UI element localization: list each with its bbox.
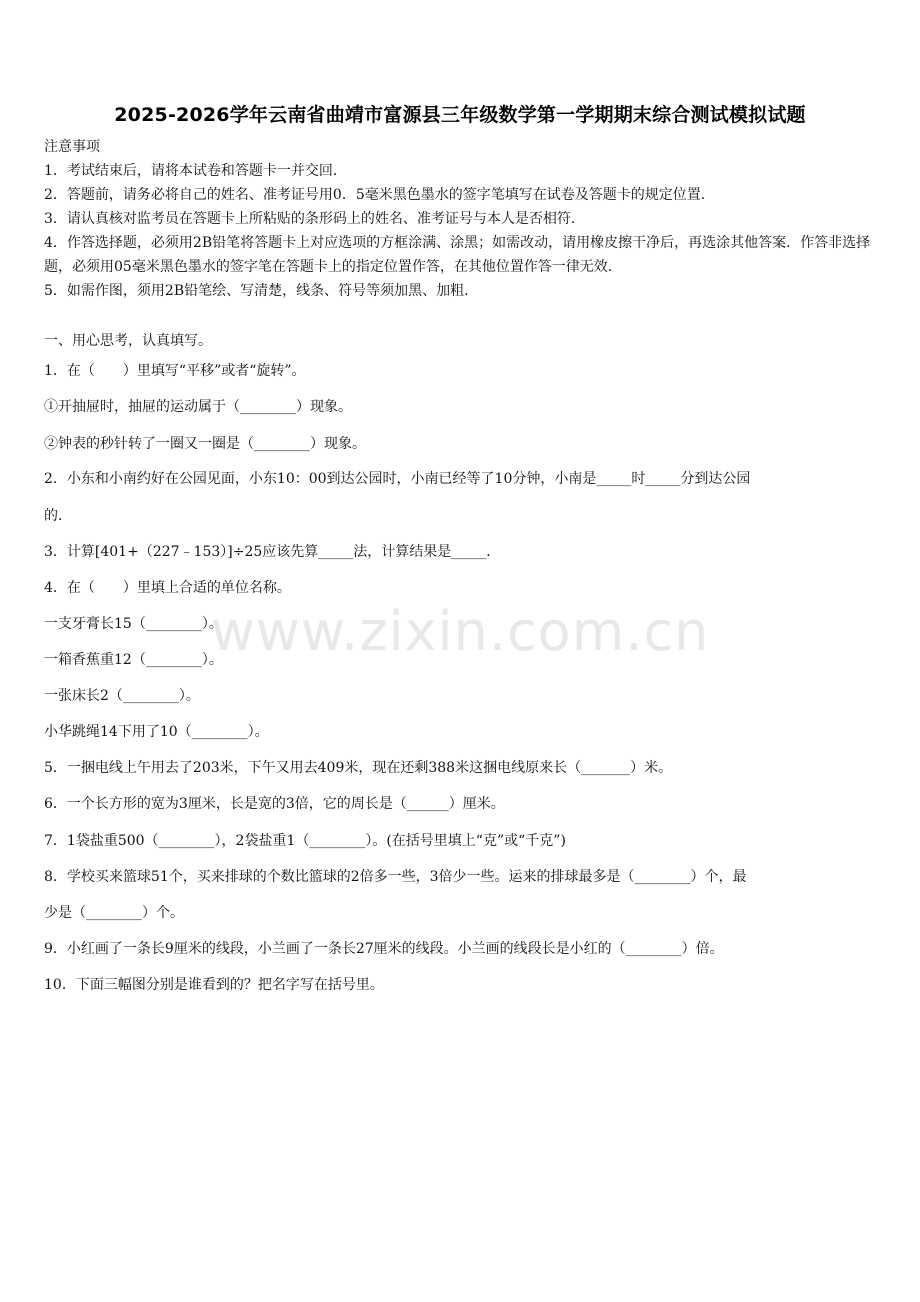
question-line: 10．下面三幅图分别是谁看到的？把名字写在括号里。	[44, 977, 384, 993]
question-line: ②钟表的秒针转了一圈又一圈是（________）现象。	[44, 436, 366, 452]
note-item: 3．请认真核对监考员在答题卡上所粘贴的条形码上的姓名、准考证号与本人是否相符．	[44, 211, 585, 227]
document-title: 2025-2026学年云南省曲靖市富源县三年级数学第一学期期末综合测试模拟试题	[114, 104, 806, 126]
question-line: 1．在（ ）里填写“平移”或者“旋转”。	[44, 363, 306, 379]
note-item: 4．作答选择题，必须用2B铅笔将答题卡上对应选项的方框涂满、涂黑；如需改动，请用橡皮擦干净后，再选涂其他答案．作答非选择题，必须用05毫米黑色墨水的签字笔在答题卡上的指定位置作答，在其他位置作答一律无效．	[44, 235, 871, 275]
notes-block	[44, 135, 880, 303]
note-item: 1．考试结束后，请将本试卷和答题卡一并交回．	[44, 163, 347, 179]
question-line: 3．计算[401+（227﹣153）]÷25应该先算_____法，计算结果是_____．	[44, 544, 501, 560]
notes-heading: 注意事项	[44, 139, 100, 155]
question-line: 的．	[44, 508, 72, 524]
question-line: 8．学校买来篮球51个，买来排球的个数比篮球的2倍多一些，3倍少一些。运来的排球最多是（________）个，最	[44, 869, 747, 885]
watermark: www.zixin.com.cn	[210, 600, 710, 663]
question-line: 9．小红画了一条长9厘米的线段，小兰画了一条长27厘米的线段。小兰画的线段长是小红的（________）倍。	[44, 941, 724, 957]
question-line: 一张床长2（________）。	[44, 688, 200, 704]
question-line: 少是（________）个。	[44, 905, 184, 921]
question-line: 5．一捆电线上午用去了203米，下午又用去409米，现在还剩388米这捆电线原来长（_______）米。	[44, 760, 673, 776]
section-heading: 一、用心思考，认真填写。	[44, 333, 212, 349]
question-line: 6．一个长方形的宽为3厘米，长是宽的3倍，它的周长是（______）厘米。	[44, 796, 505, 812]
question-line: 小华跳绳14下用了10（________）。	[44, 724, 269, 740]
question-line: 7．1袋盐重500（________），2袋盐重1（________）。(在括号里填上“克”或“千克”)	[44, 833, 566, 849]
question-line: 2．小东和小南约好在公园见面，小东10：00到达公园时，小南已经等了10分钟，小南是_____时_____分到达公园	[44, 471, 751, 487]
note-item: 2．答题前，请务必将自己的姓名、准考证号用0．5毫米黑色墨水的签字笔填写在试卷及答题卡的规定位置．	[44, 187, 715, 203]
question-line: 4．在（ ）里填上合适的单位名称。	[44, 580, 291, 596]
note-item: 5．如需作图，须用2B铅笔绘、写清楚，线条、符号等须加黑、加粗．	[44, 283, 479, 299]
question-line: 一箱香蕉重12（________）。	[44, 652, 223, 668]
question-line: ①开抽屉时，抽屉的运动属于（________）现象。	[44, 399, 352, 415]
question-line: 一支牙膏长15（________）。	[44, 616, 223, 632]
